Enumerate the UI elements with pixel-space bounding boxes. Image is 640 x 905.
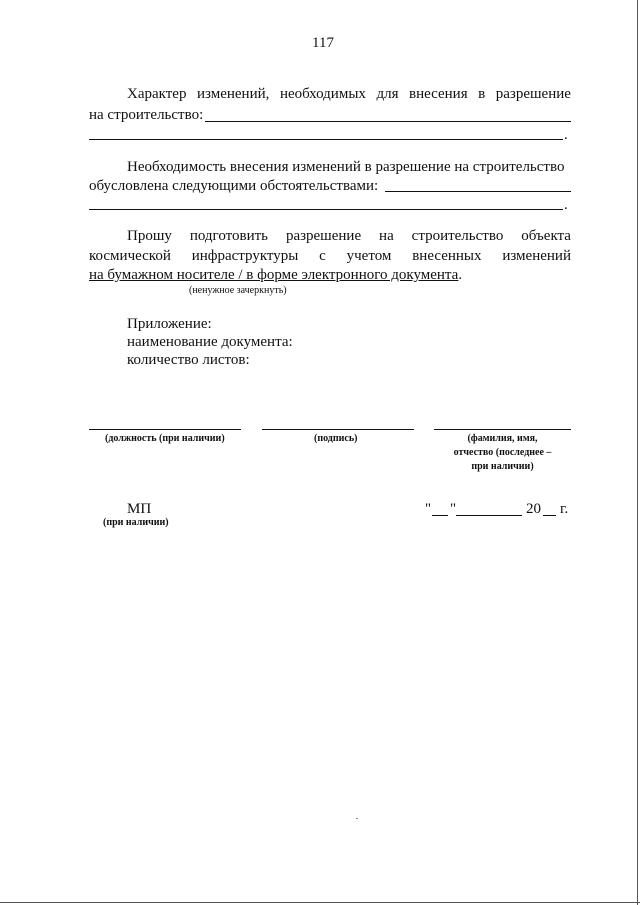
media-choice-text: на бумажном носителе / в форме электронного документа	[89, 267, 459, 283]
section3-word: учетом	[346, 248, 392, 264]
section1-fill-line-1	[205, 121, 571, 122]
name-caption-line-3: при наличии)	[471, 461, 534, 472]
section1-word: разрешение	[495, 86, 571, 102]
date-year-suffix: г.	[560, 501, 569, 517]
name-signature-line	[434, 429, 571, 430]
section1-period: .	[564, 127, 568, 143]
scan-speck	[356, 818, 358, 819]
date-day-line	[432, 515, 448, 516]
section1-fill-line-2	[89, 139, 563, 140]
attachment-doc-name: наименование документа:	[127, 334, 293, 350]
name-caption-line-1: (фамилия, имя,	[467, 433, 538, 444]
section2-fill-line-1	[385, 191, 571, 192]
section3-line2	[89, 246, 571, 267]
section1-line2: на строительство:	[89, 107, 204, 123]
section3-line3	[89, 265, 462, 286]
section3-word: строительство	[411, 228, 504, 244]
section3-word: на	[379, 228, 394, 244]
date-month-line	[456, 515, 522, 516]
position-signature-line	[89, 429, 241, 430]
name-caption	[434, 432, 571, 474]
section3-word: изменений	[502, 248, 571, 264]
stamp-mp: МП	[127, 501, 152, 517]
page-edge-bottom	[0, 902, 640, 903]
section1-word: в	[478, 86, 486, 102]
section3-line1	[127, 226, 571, 247]
signature-line	[262, 429, 414, 430]
name-caption-line-2: отчество (последнее –	[453, 447, 552, 458]
section1-word: изменений,	[196, 86, 270, 102]
section1-line1	[127, 84, 571, 105]
section1-word: Характер	[127, 86, 187, 102]
section3-word: Прошу	[127, 228, 172, 244]
section3-word: инфраструктуры	[191, 248, 299, 264]
attachment-sheet-count: количество листов:	[127, 352, 250, 368]
section2-line1: Необходимость внесения изменений в разрешение на строительство	[127, 159, 565, 175]
date-year-prefix: 20	[526, 501, 541, 517]
section1-word: для	[376, 86, 399, 102]
section1-word: внесения	[409, 86, 468, 102]
page-number: 117	[312, 35, 334, 51]
attachment-title: Приложение:	[127, 316, 212, 332]
section3-word: объекта	[521, 228, 571, 244]
section2-period: .	[564, 197, 568, 213]
date-quote-open: "	[425, 501, 432, 517]
strike-note: (ненужное зачеркнуть)	[189, 285, 287, 296]
date-quote-close: "	[450, 501, 457, 517]
date-year-line	[543, 515, 556, 516]
position-caption: (должность (при наличии)	[105, 433, 225, 444]
stamp-caption: (при наличии)	[103, 517, 169, 528]
signature-caption: (подпись)	[314, 433, 358, 444]
section2-line2: обусловлена следующими обстоятельствами:	[89, 178, 379, 194]
section3-word: подготовить	[189, 228, 268, 244]
section3-word: космической	[89, 248, 171, 264]
page-edge-right	[637, 0, 638, 905]
section1-word: необходимых	[279, 86, 366, 102]
section3-word: с	[319, 248, 326, 264]
section3-period: .	[458, 267, 463, 283]
section3-word: внесенных	[412, 248, 482, 264]
section3-word: разрешение	[285, 228, 362, 244]
section2-fill-line-2	[89, 209, 563, 210]
